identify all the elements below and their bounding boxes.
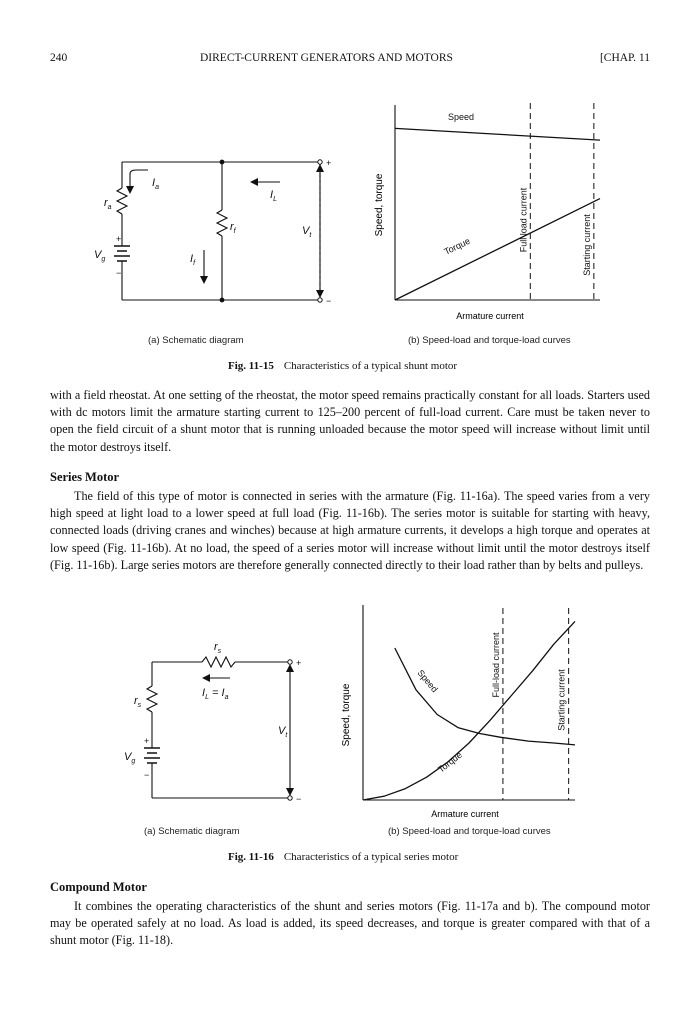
label-vg: $V_g$ bbox=[94, 249, 106, 263]
fig15-caption-label: Fig. 11-15 bbox=[228, 360, 274, 372]
terminal-plus: + bbox=[296, 658, 302, 668]
label-vg: $V_g$ bbox=[124, 751, 136, 765]
fig15-schematic bbox=[80, 150, 350, 315]
fig16-schematic-caption: (a) Schematic diagram bbox=[144, 826, 240, 837]
label-rs-top: $r_s$ bbox=[214, 641, 222, 655]
paragraph-1: with a field rheostat. At one setting of the rheostat, the motor speed remains practically constant for all loads. Starters used with dc motors limit the armature starting current to 125–200 percent of full-load current. Care must be taken never to open the field circuit of a shunt motor that is running unloaded because the motor speed will increase without limit until the motor destroys itself. bbox=[50, 388, 650, 454]
label-il: $I_L$ bbox=[270, 189, 277, 203]
series-torque-label: Torque bbox=[436, 749, 464, 775]
page-number: 240 bbox=[50, 52, 68, 64]
terminal-plus: + bbox=[326, 158, 332, 168]
label-current: $I_L = I_a$ bbox=[202, 687, 229, 701]
chart2-ylabel: Speed, torque bbox=[341, 683, 352, 747]
fig15-caption bbox=[228, 360, 457, 372]
fig15-chart bbox=[360, 100, 620, 325]
vline-label-2: Starting current bbox=[556, 669, 567, 731]
series-speed-line bbox=[395, 128, 600, 140]
paragraph-3: It combines the operating characteristics of the shunt and series motors (Fig. 11-17a and b). The compound motor may be operated safely at no load. As load is added, its speed decreases, and torque is greater compared with that of a shunt motor (Fig. 11-18). bbox=[50, 899, 650, 948]
label-ia: $I_a$ bbox=[152, 177, 159, 191]
fig15-chart-caption: (b) Speed-load and torque-load curves bbox=[408, 335, 571, 346]
series-speed-label: Speed bbox=[415, 667, 440, 695]
fig15-schematic-caption: (a) Schematic diagram bbox=[148, 335, 244, 346]
fig16-schematic bbox=[110, 640, 330, 810]
series-torque-line bbox=[395, 199, 600, 300]
vline-label-1: Full-load current bbox=[490, 632, 501, 698]
label-rs-left: $r_s$ bbox=[134, 695, 142, 709]
chapter-label: [CHAP. 11 bbox=[599, 52, 650, 64]
series-torque-label: Torque bbox=[442, 235, 472, 257]
label-rf: $r_f$ bbox=[230, 221, 236, 235]
label-vt: $V_t$ bbox=[278, 725, 288, 739]
fig15-caption-text: Characteristics of a typical shunt motor bbox=[283, 360, 458, 372]
vline-label-1: Full load current bbox=[518, 187, 529, 253]
terminal-minus: − bbox=[326, 296, 332, 306]
chart2-xlabel: Armature current bbox=[431, 809, 499, 819]
label-minus: − bbox=[144, 770, 150, 780]
fig16-chart bbox=[335, 605, 595, 820]
running-title: DIRECT-CURRENT GENERATORS AND MOTORS bbox=[200, 52, 453, 64]
label-vt: $V_t$ bbox=[302, 225, 312, 239]
heading-series-motor: Series Motor bbox=[50, 470, 120, 484]
label-plus: + bbox=[144, 736, 150, 746]
fig16-caption-label: Fig. 11-16 bbox=[228, 851, 274, 863]
paragraph-2: The field of this type of motor is connected in series with the armature (Fig. 11-16a). The speed varies from a very high speed at light load to a lower speed at full load (Fig. 11-16b). The series motor is suitable for starting with heavy, connected loads (driving cranes and winches) because at high armature currents, it develops a high torque and operates at low speed (Fig. 11-16b). At no load, the speed of a series motor will increase without limit until the motor destroys itself (Fig. 11-16b). Large series motors are therefore generally connected directly to their load rather than by belts and pulleys. bbox=[50, 489, 650, 572]
fig16-chart-caption: (b) Speed-load and torque-load curves bbox=[388, 826, 551, 837]
terminal-minus: − bbox=[296, 794, 302, 804]
fig16-caption-text: Characteristics of a typical series motor bbox=[283, 851, 459, 863]
label-plus: + bbox=[116, 234, 122, 244]
vline-label-2: Starting current bbox=[581, 214, 592, 276]
label-if: $I_f$ bbox=[190, 253, 196, 267]
page-header bbox=[50, 52, 650, 68]
fig16-caption bbox=[228, 851, 458, 863]
label-minus: − bbox=[116, 268, 122, 278]
chart1-ylabel: Speed, torque bbox=[374, 173, 385, 237]
chart1-xlabel: Armature current bbox=[456, 311, 524, 321]
heading-compound-motor: Compound Motor bbox=[50, 880, 147, 894]
label-ra: $r_a$ bbox=[104, 197, 112, 211]
series-speed-label: Speed bbox=[448, 112, 475, 122]
series-speed-line bbox=[395, 648, 575, 745]
